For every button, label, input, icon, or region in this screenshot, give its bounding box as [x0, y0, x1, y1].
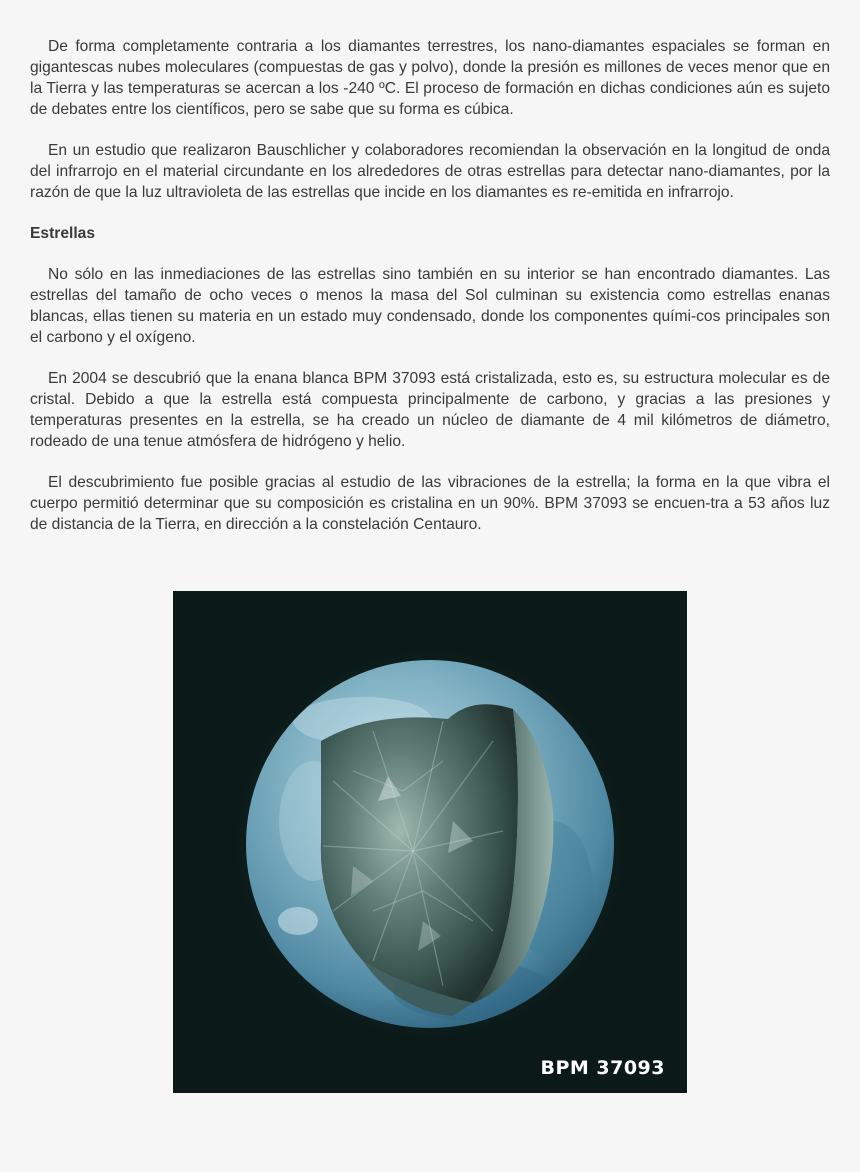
star-illustration [173, 591, 687, 1093]
paragraph-bauschlicher-study: En un estudio que realizaron Bauschlicher y colaboradores recomiendan la observación en la longitud de onda del infrarrojo en el material circundante en los alrededores de otras estrellas para detectar nano-diamantes, por la razón de que la luz ultravioleta de las estrellas que incide en los diamantes es re-emitida en infrarrojo. [30, 142, 830, 201]
paragraph-bpm-discovery: En 2004 se descubrió que la enana blanca BPM 37093 está cristalizada, esto es, su estructura molecular es de cristal. Debido a que la estrella está compuesta principalmente de carbono, y gracias a las presiones y temperaturas presentes en la estrella, se ha creado un núcleo de diamante de 4 mil kilómetros de diámetro, rodeado de una tenue atmósfera de hidrógeno y helio. [30, 370, 830, 450]
paragraph-vibrations: El descubrimiento fue posible gracias al estudio de las vibraciones de la estrella; la forma en la que vibra el cuerpo permitió determinar que su composición es cristalina en un 90%. BPM 37093 se encuen-tra a 53 años luz de distancia de la Tierra, en dirección a la constelación Centauro. [30, 474, 830, 533]
crystal-star-graphic [173, 591, 687, 1093]
figure-label: BPM 37093 [540, 1057, 665, 1079]
section-heading-estrellas: Estrellas [30, 225, 96, 242]
paragraph-white-dwarfs: No sólo en las inmediaciones de las estrellas sino también en su interior se han encontrado diamantes. Las estrellas del tamaño de ocho veces o menos la masa del Sol culminan su existencia como estrellas enanas blancas, ellas tienen su materia en un estado muy condensado, donde los componentes quími-cos principales son el carbono y el oxígeno. [30, 266, 830, 346]
document-body [30, 36, 830, 555]
paragraph-nano-diamonds: De forma completamente contraria a los diamantes terrestres, los nano-diamantes espaciales se forman en gigantescas nubes moleculares (compuestas de gas y polvo), donde la presión es millones de veces menor que en la Tierra y las temperaturas se acercan a los -240 ºC. El proceso de formación en dichas condiciones aún es sujeto de debates entre los científicos, pero se sabe que su forma es cúbica. [30, 38, 830, 118]
